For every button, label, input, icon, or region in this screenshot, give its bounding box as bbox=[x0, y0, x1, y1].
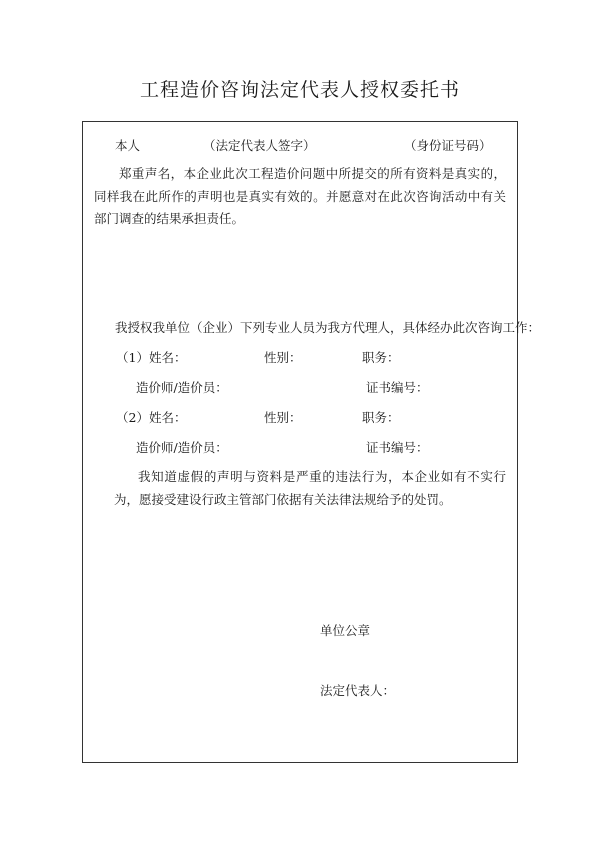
person-label: 本人 bbox=[115, 138, 141, 153]
agent-2-name-label: （2）姓名： bbox=[116, 410, 187, 425]
legal-representative-label: 法定代表人： bbox=[320, 683, 396, 698]
agent-1-gender-label: 性别： bbox=[264, 350, 302, 365]
id-number-label: （身份证号码） bbox=[404, 138, 492, 153]
agent-2-cert-label: 证书编号： bbox=[366, 440, 429, 455]
statement-paragraph: 我知道虚假的声明与资料是严重的违法行为，本企业如有不实行为，愿接受建设行政主管部门依据有关法律法规给予的处罚。 bbox=[114, 469, 506, 507]
agent-2-gender-label: 性别： bbox=[264, 410, 302, 425]
authorization-intro: 我授权我单位（企业）下列专业人员为我方代理人，具体经办此次咨询工作： bbox=[115, 320, 541, 335]
agent-2-role-label: 造价师/造价员： bbox=[136, 440, 228, 455]
declaration-paragraph: 郑重声名，本企业此次工程造价问题中所提交的所有资料是真实的，同样我在此所作的声明也是真实有效的。并愿意对在此次咨询活动中有关部门调查的结果承担责任。 bbox=[94, 166, 506, 226]
company-seal-label: 单位公章 bbox=[320, 623, 371, 638]
signature-label: （法定代表人签字） bbox=[203, 138, 316, 153]
agent-1-position-label: 职务： bbox=[362, 350, 400, 365]
document-title: 工程造价咨询法定代表人授权委托书 bbox=[139, 79, 460, 101]
agent-1-name-label: （1）姓名： bbox=[116, 350, 187, 365]
agent-1-role-label: 造价师/造价员： bbox=[136, 380, 228, 395]
agent-1-cert-label: 证书编号： bbox=[366, 380, 429, 395]
agent-2-position-label: 职务： bbox=[362, 410, 400, 425]
